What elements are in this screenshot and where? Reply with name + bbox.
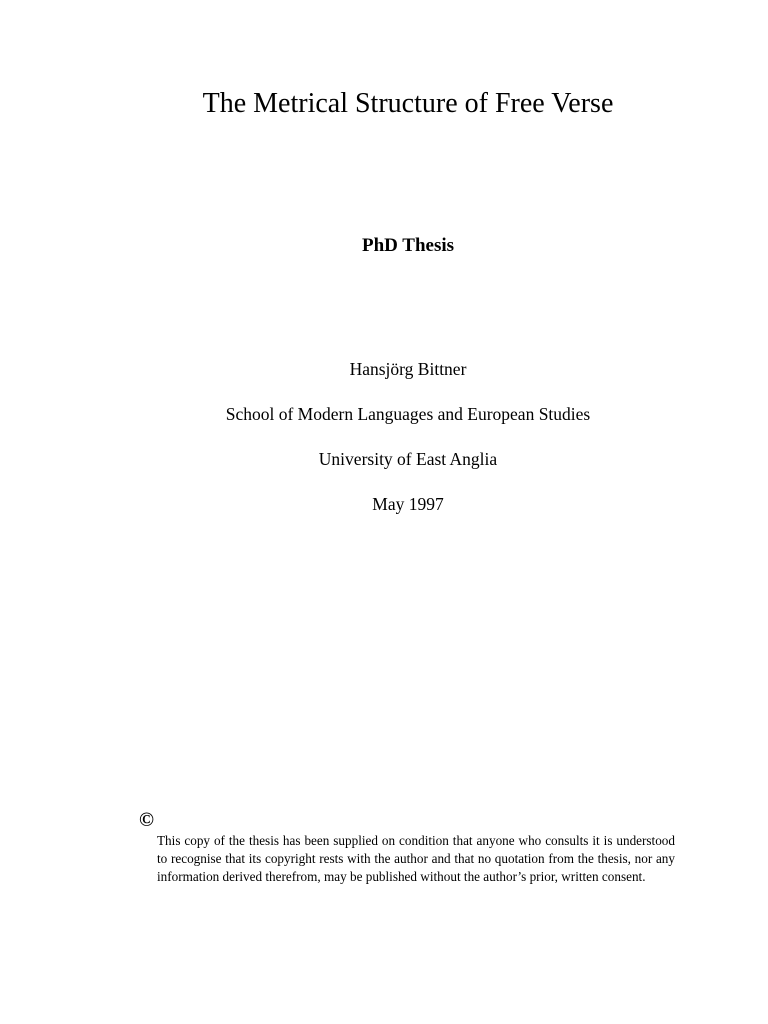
school-name: School of Modern Languages and European Studies bbox=[225, 404, 591, 424]
university-name: University of East Anglia bbox=[318, 449, 498, 469]
copyright-notice: This copy of the thesis has been supplied on condition that anyone who consults it is understood to recognise that its copyright rests with the author and that no quotation from the thesis, nor any information derived therefrom, may be published without the author’s prior, written consent. bbox=[157, 833, 675, 884]
author-name: Hansjörg Bittner bbox=[349, 359, 467, 379]
document-subtitle: PhD Thesis bbox=[361, 235, 455, 256]
document-title: The Metrical Structure of Free Verse bbox=[202, 88, 614, 119]
submission-date: May 1997 bbox=[372, 494, 444, 514]
copyright-icon: © bbox=[139, 809, 154, 831]
